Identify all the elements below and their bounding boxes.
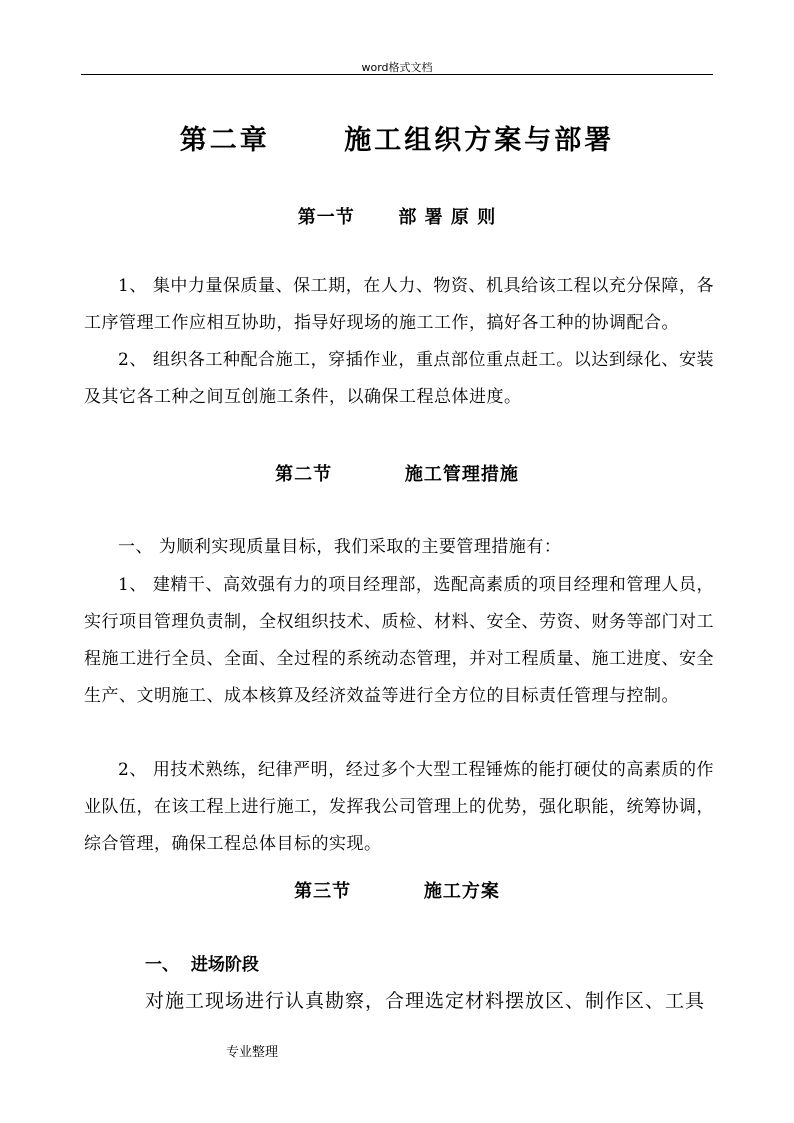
chapter-title: 第二章 施工组织方案与部署 xyxy=(179,125,615,156)
section-title-1: 第一节 部 署 原 则 xyxy=(297,207,497,228)
page-header: word格式文档 xyxy=(361,61,433,74)
paragraph: 1、 建精干、高效强有力的项目经理部，选配高素质的项目经理和管理人员，实行项目管理负责制，全权组织技术、质检、材料、安全、劳资、财务等部门对工程施工进行全员、全面、全过程的系统动态管理，并对工程质量、施工进度、安全生产、文明施工、成本核算及经济效益等进行全方位的目标责任管理与控制。 xyxy=(84,575,714,706)
section-title-2: 第二节 施工管理措施 xyxy=(275,464,519,485)
subheading: 一、 进场阶段 xyxy=(145,955,259,975)
paragraph: 2、 组织各工种配合施工，穿插作业，重点部位重点赶工。以达到绿化、安装及其它各工种之间互创施工条件，以确保工程总体进度。 xyxy=(84,350,714,407)
header-divider xyxy=(81,74,713,75)
paragraph: 一、 为顺利实现质量目标，我们采取的主要管理措施有： xyxy=(118,537,562,557)
paragraph: 2、 用技术熟练，纪律严明，经过多个大型工程锤炼的能打硬仗的高素质的作业队伍，在该工程上进行施工，发挥我公司管理上的优势，强化职能，统筹协调，综合管理，确保工程总体目标的实现。 xyxy=(84,760,714,854)
paragraph: 对施工现场进行认真勘察，合理选定材料摆放区、制作区、工具 xyxy=(145,990,706,1012)
paragraph: 1、 集中力量保质量、保工期，在人力、物资、机具给该工程以充分保障，各工序管理工作应相互协助，指导好现场的施工工作，搞好各工种的协调配合。 xyxy=(84,276,714,333)
section-title-3: 第三节 施工方案 xyxy=(294,881,500,902)
page-footer: 专业整理 xyxy=(226,1045,279,1060)
